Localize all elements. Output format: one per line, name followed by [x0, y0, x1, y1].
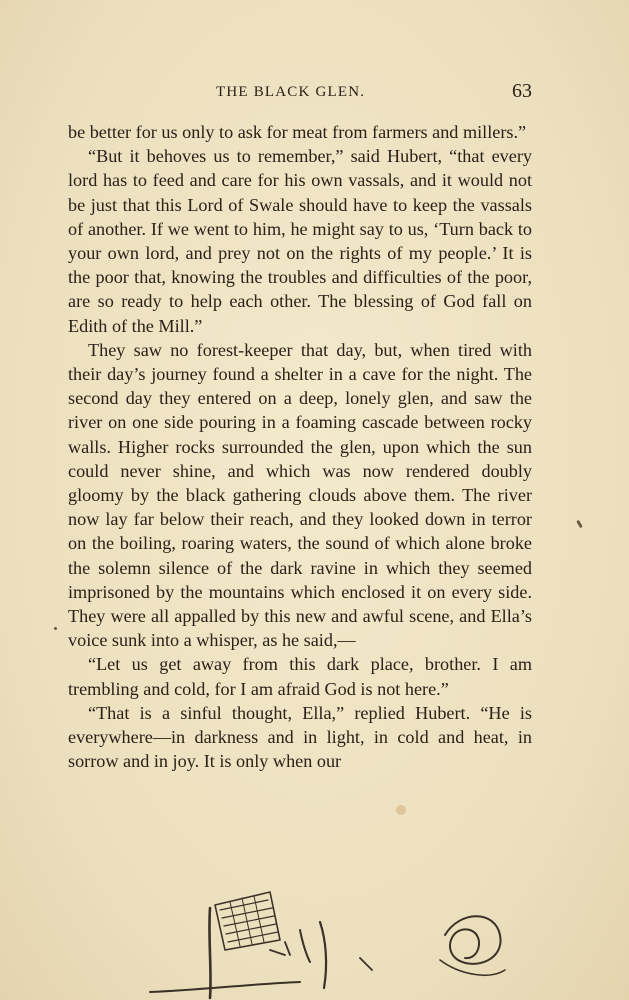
ink-speck [576, 520, 583, 528]
pencil-scribble-drawing [140, 880, 540, 1000]
paragraph-continuation: be better for us only to ask for meat from farmers and millers.” [68, 122, 527, 142]
page-number: 63 [512, 80, 532, 102]
paragraph: “That is a sinful thought, Ella,” replied Hubert. “He is everywhere—in darkness and in light, in cold and heat, in sorrow and in joy. It is only when our [68, 702, 532, 772]
ink-speck [396, 805, 406, 815]
page-header [66, 80, 532, 104]
paragraph: “Let us get away from this dark place, brother. I am trembling and cold, for I am afraid God is not here.” [68, 654, 532, 699]
running-head: THE BLACK GLEN. [216, 84, 366, 100]
paragraph: They saw no forest-keeper that day, but, when tired with their day’s journey found a shelter in a cave for the night. The second day they entered on a deep, lonely glen, and saw the river on one side pouring in a foaming cascade between rocky walls. Higher rocks surrounded the glen, upon which the sun could never shine, and which was now rendered doubly gloomy by the black gathering clouds above them. The river now lay far below their reach, and they looked down in terror on the boiling, roaring waters, the sound of which alone broke the solemn silence of the dark ravine in which they seemed imprisoned by the mountains which enclosed it on every side. They were all appalled by this new and awful scene, and Ella’s voice sunk into a whisper, as he said,— [68, 339, 532, 651]
body-text [68, 120, 532, 773]
ink-speck [54, 627, 57, 630]
paragraph: “But it behoves us to remember,” said Hubert, “that every lord has to feed and care for his own vassals, and it would not be just that this Lord of Swale should have to keep the vassals of another. If we went to him, he might say to us, ‘Turn back to your own lord, and prey not on the rights of my people.’ It is the poor that, knowing the troubles and difficulties of the poor, are so ready to help each other. The blessing of God fall on Edith of the Mill.” [68, 146, 532, 336]
